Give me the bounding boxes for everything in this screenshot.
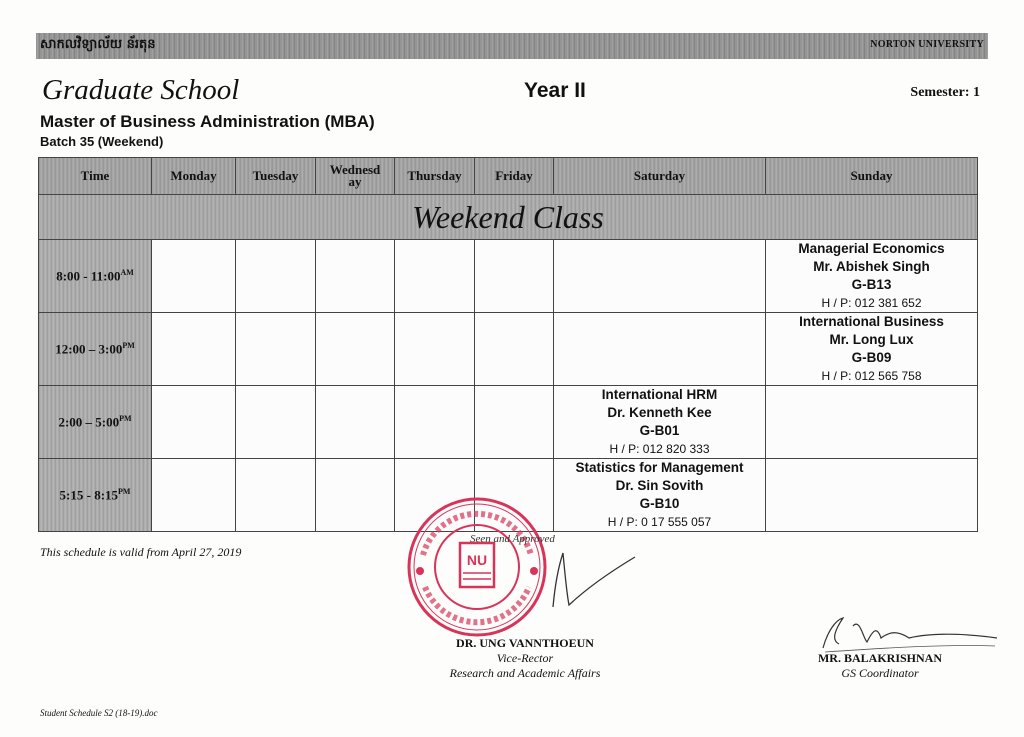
empty-cell: [316, 240, 395, 313]
course-phone: H / P: 012 820 333: [609, 442, 710, 456]
course-cell: [766, 313, 978, 386]
program-title: Master of Business Administration (MBA): [40, 112, 375, 131]
semester-label: Semester: 1: [910, 85, 980, 100]
empty-cell: [152, 240, 236, 313]
empty-cell: [475, 240, 554, 313]
banner-khmer-name: សាកលវិទ្យាល័យ ន័រតុន: [40, 37, 156, 52]
document-filename: Student Schedule S2 (18-19).doc: [40, 708, 158, 718]
year-label: Year II: [524, 79, 586, 102]
course-name: Managerial Economics: [798, 241, 945, 256]
time-slot: [39, 386, 152, 459]
course-name: Statistics for Management: [575, 460, 744, 475]
empty-cell: [236, 313, 316, 386]
signatory-department: Research and Academic Affairs: [449, 666, 601, 680]
time-range: 2:00 – 5:00: [58, 414, 120, 430]
table-row: [39, 240, 978, 313]
table-row: [39, 386, 978, 459]
course-name: International HRM: [601, 387, 718, 402]
empty-cell: [152, 386, 236, 459]
empty-cell: [554, 313, 766, 386]
seal-emblem: NU: [466, 552, 488, 568]
header-row: [39, 158, 978, 195]
empty-cell: [152, 313, 236, 386]
empty-cell: [236, 240, 316, 313]
col-time: Time: [39, 158, 152, 195]
empty-cell: [316, 386, 395, 459]
time-slot: [39, 459, 152, 532]
course-cell: [554, 386, 766, 459]
course-teacher: Dr. Kenneth Kee: [607, 405, 712, 420]
signatory-name: MR. BALAKRISHNAN: [817, 651, 942, 665]
col-saturday: Saturday: [554, 158, 766, 195]
course-phone: H / P: 012 565 758: [821, 369, 922, 383]
empty-cell: [152, 459, 236, 532]
weekend-class-banner: Weekend Class: [39, 195, 978, 240]
col-thursday: Thursday: [395, 158, 475, 195]
table-row: [39, 313, 978, 386]
empty-cell: [395, 313, 475, 386]
time-meridiem: PM: [119, 413, 132, 423]
col-wednesday-part1: Wednesd: [329, 162, 381, 177]
empty-cell: [316, 313, 395, 386]
col-tuesday: Tuesday: [236, 158, 316, 195]
course-teacher: Mr. Abishek Singh: [813, 259, 930, 274]
time-meridiem: PM: [122, 340, 135, 350]
empty-cell: [236, 459, 316, 532]
coordinator-signature-block: [800, 651, 960, 681]
vice-rector-signature-block: [430, 636, 620, 681]
course-cell: [554, 459, 766, 532]
course-cell: [766, 240, 978, 313]
banner-english-name: NORTON UNIVERSITY: [870, 39, 984, 50]
col-friday: Friday: [475, 158, 554, 195]
time-slot: [39, 313, 152, 386]
course-name: International Business: [799, 314, 944, 329]
empty-cell: [475, 386, 554, 459]
time-meridiem: AM: [120, 267, 134, 277]
time-range: 5:15 - 8:15: [59, 487, 119, 503]
signatory-role: GS Coordinator: [841, 666, 919, 680]
empty-cell: [236, 386, 316, 459]
batch-label: Batch 35 (Weekend): [40, 134, 164, 149]
course-teacher: Dr. Sin Sovith: [615, 478, 704, 493]
signatory-role: Vice-Rector: [496, 651, 554, 665]
empty-cell: [554, 240, 766, 313]
course-room: G-B09: [851, 350, 892, 365]
course-phone: H / P: 012 381 652: [821, 296, 922, 310]
col-sunday: Sunday: [766, 158, 978, 195]
empty-cell: [395, 386, 475, 459]
schedule-table: [38, 157, 978, 532]
course-room: G-B13: [851, 277, 892, 292]
col-monday: Monday: [152, 158, 236, 195]
course-room: G-B01: [639, 423, 680, 438]
course-teacher: Mr. Long Lux: [829, 332, 914, 347]
time-range: 8:00 - 11:00: [56, 268, 121, 284]
validity-note: This schedule is valid from April 27, 2019: [40, 545, 242, 559]
time-meridiem: PM: [118, 486, 131, 496]
time-range: 12:00 – 3:00: [55, 341, 123, 357]
empty-cell: [395, 240, 475, 313]
empty-cell: [475, 313, 554, 386]
signatory-name: DR. UNG VANNTHOEUN: [456, 636, 594, 650]
time-slot: [39, 240, 152, 313]
empty-cell: [766, 459, 978, 532]
seen-approved-label: Seen and Approved: [470, 533, 555, 545]
university-banner: [36, 33, 988, 59]
vice-rector-signature-icon: [545, 545, 640, 615]
course-phone: H / P: 0 17 555 057: [607, 515, 712, 529]
col-wednesday-part2: ay: [348, 174, 362, 189]
empty-cell: [766, 386, 978, 459]
school-title: Graduate School: [42, 74, 240, 106]
banner-row: [39, 195, 978, 240]
empty-cell: [316, 459, 395, 532]
course-room: G-B10: [639, 496, 680, 511]
university-seal-icon: [405, 495, 550, 640]
col-wednesday: [316, 158, 395, 195]
